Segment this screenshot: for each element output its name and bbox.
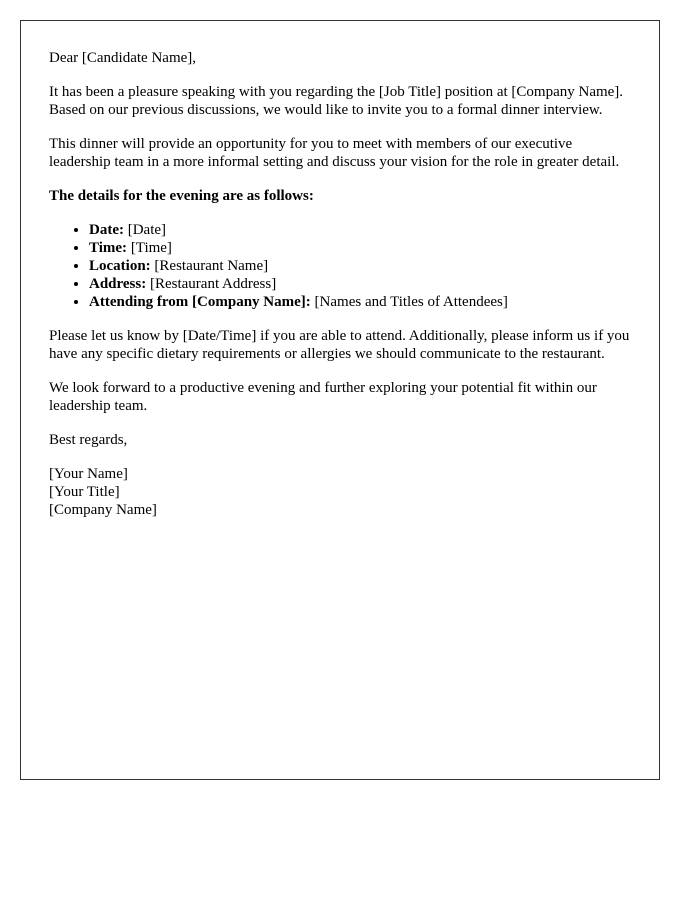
detail-date [89, 221, 631, 239]
rsvp-paragraph: Please let us know by [Date/Time] if you are able to attend. Additionally, please inform us if you have any specific dietary requirements or allergies we should communicate to the restaurant. [49, 328, 630, 362]
details-heading: The details for the evening are as follows: [49, 188, 314, 204]
detail-value: [Date] [123, 222, 167, 238]
letter-page [20, 20, 660, 780]
signature-name: [Your Name] [49, 466, 128, 482]
signature-company: [Company Name] [49, 502, 157, 518]
detail-label: Attending from [Company Name]: [89, 294, 311, 310]
signature-title: [Your Title] [49, 484, 120, 500]
sign-off: Best regards, [49, 432, 128, 448]
detail-value: [Restaurant Address] [146, 276, 277, 292]
salutation: Dear [Candidate Name], [49, 50, 197, 66]
signature-block [49, 465, 631, 519]
detail-location [89, 257, 631, 275]
details-list [49, 221, 631, 311]
detail-value: [Time] [127, 240, 172, 256]
closing-paragraph: We look forward to a productive evening and further exploring your potential fit within our leadership team. [49, 380, 597, 414]
detail-label: Date: [89, 222, 124, 238]
detail-attendees [89, 293, 631, 311]
detail-value: [Restaurant Name] [150, 258, 269, 274]
detail-label: Time: [89, 240, 128, 256]
detail-label: Location: [89, 258, 151, 274]
detail-label: Address: [89, 276, 147, 292]
detail-address [89, 275, 631, 293]
opportunity-paragraph: This dinner will provide an opportunity for you to meet with members of our executive leadership team in a more informal setting and discuss your vision for the role in greater detail. [49, 136, 620, 170]
intro-paragraph: It has been a pleasure speaking with you regarding the [Job Title] position at [Company Name]. Based on our previous discussions, we would like to invite you to a formal dinner interview. [49, 84, 624, 118]
detail-value: [Names and Titles of Attendees] [310, 294, 508, 310]
detail-time [89, 239, 631, 257]
